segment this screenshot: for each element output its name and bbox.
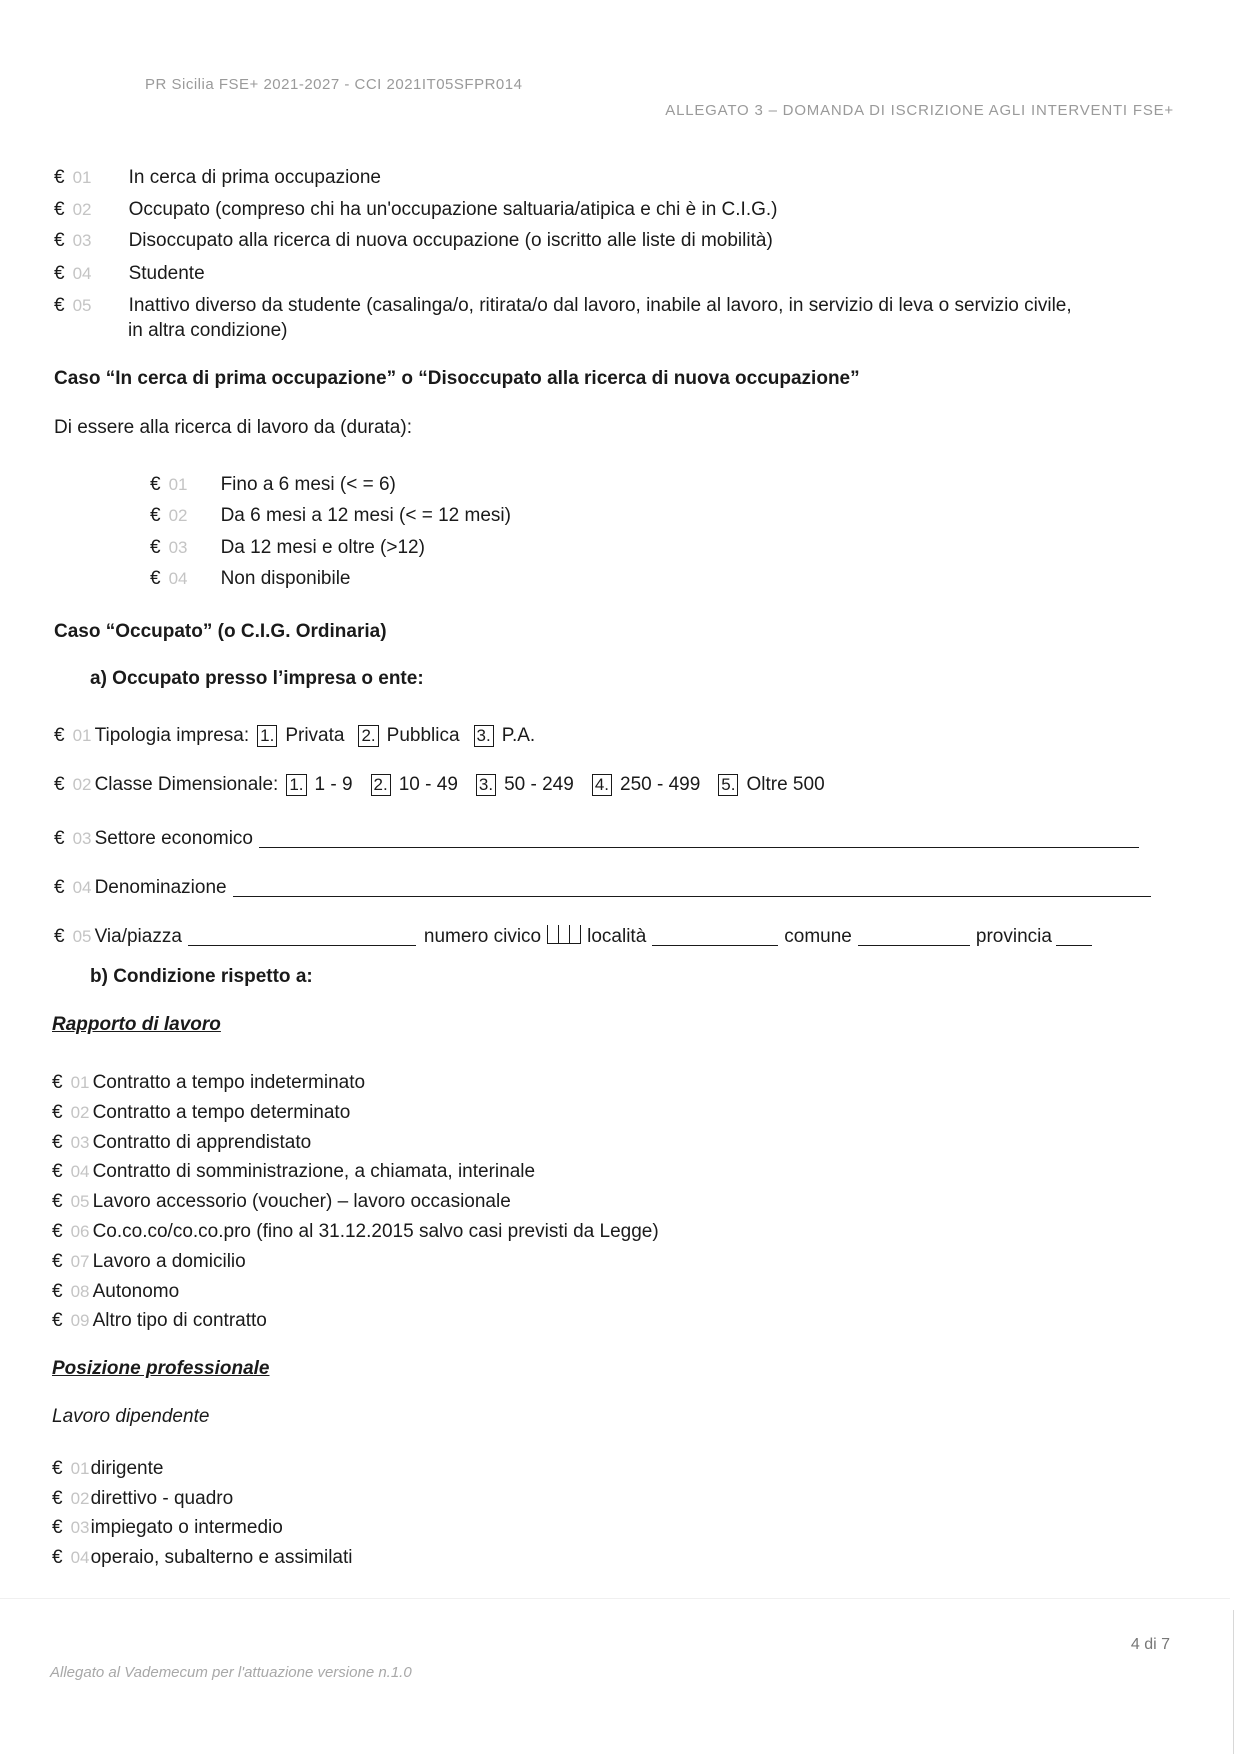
- sub-heading-b: b) Condizione rispetto a:: [90, 966, 313, 987]
- option-label: Disoccupato alla ricerca di nuova occupazione (o iscritto alle liste di mobilità): [128, 230, 773, 251]
- option-label: Fino a 6 mesi (< = 6): [220, 474, 396, 495]
- civico-digit-3[interactable]: [569, 925, 581, 944]
- checkbox-symbol[interactable]: €: [52, 1221, 63, 1242]
- option-label: Contratto a tempo determinato: [92, 1102, 351, 1123]
- classe-box-3[interactable]: 3.: [476, 774, 496, 796]
- checkbox-symbol[interactable]: €: [54, 926, 65, 947]
- classe-box-1[interactable]: 1.: [286, 774, 306, 796]
- tipologia-box-3[interactable]: 3.: [474, 725, 494, 747]
- classe-1-9: 1 - 9: [314, 774, 353, 795]
- civico-digit-2[interactable]: [558, 925, 569, 944]
- settore-economico-row[interactable]: [54, 827, 1139, 851]
- option-label: Da 12 mesi e oltre (>12): [220, 537, 425, 558]
- tipologia-box-2[interactable]: 2.: [358, 725, 378, 747]
- option-code: 01: [72, 168, 92, 187]
- option-code: 04: [70, 1548, 90, 1567]
- classe-box-2[interactable]: 2.: [371, 774, 391, 796]
- header-program: PR Sicilia FSE+ 2021-2027 - CCI 2021IT05SFPR014: [145, 76, 523, 93]
- checkbox-symbol[interactable]: €: [54, 263, 65, 284]
- tipologia-pubblica: Pubblica: [386, 725, 460, 746]
- condition-option-01[interactable]: [54, 166, 381, 190]
- checkbox-symbol[interactable]: €: [52, 1072, 63, 1093]
- checkbox-symbol[interactable]: €: [54, 828, 65, 849]
- option-code: 01: [70, 1073, 90, 1092]
- option-code: 02: [72, 775, 92, 794]
- option-code: 08: [70, 1282, 90, 1301]
- rapporto-option-06[interactable]: [52, 1220, 659, 1244]
- footer-divider: [0, 1598, 1230, 1599]
- option-code: 09: [70, 1311, 90, 1330]
- rapporto-option-07[interactable]: [52, 1250, 246, 1274]
- classe-50-249: 50 - 249: [504, 774, 574, 795]
- posizione-option-03[interactable]: [52, 1516, 283, 1540]
- tipologia-impresa-row[interactable]: [54, 724, 549, 748]
- condition-option-04[interactable]: [54, 262, 205, 286]
- option-code: 02: [168, 506, 188, 525]
- option-code: 03: [72, 829, 92, 848]
- classe-10-49: 10 - 49: [398, 774, 458, 795]
- option-label: Da 6 mesi a 12 mesi (< = 12 mesi): [220, 505, 511, 526]
- via-input-line[interactable]: [188, 925, 416, 946]
- option-label: Co.co.co/co.co.pro (fino al 31.12.2015 salvo casi previsti da Legge): [92, 1221, 659, 1242]
- classe-box-4[interactable]: 4.: [592, 774, 612, 796]
- provincia-label: provincia: [975, 926, 1052, 947]
- option-code: 07: [70, 1252, 90, 1271]
- option-label: In cerca di prima occupazione: [128, 167, 381, 188]
- option-label: Occupato (compreso chi ha un'occupazione saltuaria/atipica e chi è in C.I.G.): [128, 199, 778, 220]
- option-code: 05: [70, 1192, 90, 1211]
- checkbox-symbol[interactable]: €: [52, 1102, 63, 1123]
- classe-250-499: 250 - 499: [620, 774, 701, 795]
- option-code: 03: [168, 538, 188, 557]
- option-label-continued: in altra condizione): [128, 320, 288, 341]
- option-code: 02: [70, 1103, 90, 1122]
- option-label: Autonomo: [92, 1281, 180, 1302]
- checkbox-symbol[interactable]: €: [52, 1281, 63, 1302]
- checkbox-symbol[interactable]: €: [150, 568, 161, 589]
- localita-label: località: [587, 926, 647, 947]
- sub-heading-a: a) Occupato presso l’impresa o ente:: [90, 668, 424, 689]
- checkbox-symbol[interactable]: €: [52, 1458, 63, 1479]
- posizione-option-02[interactable]: [52, 1487, 233, 1511]
- posizione-title: Posizione professionale: [52, 1358, 270, 1379]
- classe-label: Classe Dimensionale:: [94, 774, 279, 795]
- civico-digit-1[interactable]: [547, 925, 558, 944]
- checkbox-symbol[interactable]: €: [52, 1161, 63, 1182]
- classe-box-5[interactable]: 5.: [718, 774, 738, 796]
- option-code: 03: [70, 1518, 90, 1537]
- checkbox-symbol[interactable]: €: [150, 537, 161, 558]
- checkbox-symbol[interactable]: €: [54, 199, 65, 220]
- checkbox-symbol[interactable]: €: [54, 167, 65, 188]
- rapporto-option-01[interactable]: [52, 1071, 365, 1095]
- checkbox-symbol[interactable]: €: [54, 230, 65, 251]
- scan-edge: [1233, 1610, 1234, 1754]
- option-label: Lavoro accessorio (voucher) – lavoro occasionale: [92, 1191, 511, 1212]
- tipologia-label: Tipologia impresa:: [94, 725, 250, 746]
- checkbox-symbol[interactable]: €: [54, 877, 65, 898]
- durata-intro: Di essere alla ricerca di lavoro da (durata):: [54, 417, 412, 438]
- comune-label: comune: [784, 926, 852, 947]
- rapporto-option-05[interactable]: [52, 1190, 511, 1214]
- lavoro-dipendente-subtitle: Lavoro dipendente: [52, 1406, 210, 1427]
- page-number: 4 di 7: [1130, 1636, 1170, 1653]
- rapporto-option-04[interactable]: [52, 1160, 535, 1184]
- option-label: operaio, subalterno e assimilati: [90, 1547, 353, 1568]
- checkbox-symbol[interactable]: €: [52, 1251, 63, 1272]
- option-code: 05: [72, 296, 92, 315]
- durata-option-01[interactable]: [150, 473, 396, 497]
- rapporto-option-08[interactable]: [52, 1280, 179, 1304]
- condition-option-03[interactable]: [54, 229, 773, 253]
- settore-input-line[interactable]: [259, 827, 1139, 848]
- option-code: 04: [72, 264, 92, 283]
- durata-option-02[interactable]: [150, 504, 511, 528]
- option-code: 01: [70, 1459, 90, 1478]
- classe-dimensionale-row[interactable]: [54, 773, 839, 797]
- option-code: 04: [70, 1162, 90, 1181]
- option-label: Inattivo diverso da studente (casalinga/o, ritirata/o dal lavoro, inabile al lavoro, in servizio di leva o servizio civile,: [128, 295, 1072, 316]
- option-code: 04: [168, 569, 188, 588]
- option-label: Studente: [128, 263, 205, 284]
- denominazione-row[interactable]: [54, 876, 1151, 900]
- posizione-option-04[interactable]: [52, 1546, 353, 1570]
- condition-option-02[interactable]: [54, 198, 777, 222]
- checkbox-symbol[interactable]: €: [52, 1191, 63, 1212]
- option-code: 05: [72, 927, 92, 946]
- checkbox-symbol[interactable]: €: [54, 725, 65, 746]
- provincia-input-line[interactable]: [1056, 925, 1092, 946]
- option-label: impiegato o intermedio: [90, 1517, 283, 1538]
- classe-oltre-500: Oltre 500: [746, 774, 825, 795]
- durata-option-04[interactable]: [150, 567, 351, 591]
- footer-note: Allegato al Vademecum per l'attuazione versione n.1.0: [50, 1664, 412, 1681]
- checkbox-symbol[interactable]: €: [52, 1517, 63, 1538]
- option-code: 01: [72, 726, 92, 745]
- header-annex-title: ALLEGATO 3 – DOMANDA DI ISCRIZIONE AGLI INTERVENTI FSE+: [665, 102, 1174, 119]
- option-code: 03: [70, 1133, 90, 1152]
- option-label: Contratto a tempo indeterminato: [92, 1072, 366, 1093]
- condition-option-05[interactable]: [54, 294, 1072, 318]
- checkbox-symbol[interactable]: €: [52, 1310, 63, 1331]
- denominazione-input-line[interactable]: [233, 876, 1151, 897]
- settore-label: Settore economico: [94, 828, 253, 849]
- option-code: 03: [72, 231, 92, 250]
- option-code: 04: [72, 878, 92, 897]
- checkbox-symbol[interactable]: €: [54, 774, 65, 795]
- caso-disoccupato-heading: Caso “In cerca di prima occupazione” o “Disoccupato alla ricerca di nuova occupazione”: [54, 368, 860, 389]
- option-code: 02: [72, 200, 92, 219]
- option-label: direttivo - quadro: [90, 1488, 234, 1509]
- posizione-option-01[interactable]: [52, 1457, 163, 1481]
- caso-occupato-heading: Caso “Occupato” (o C.I.G. Ordinaria): [54, 621, 387, 642]
- checkbox-symbol[interactable]: €: [54, 295, 65, 316]
- via-label: Via/piazza: [94, 926, 182, 947]
- option-label: Contratto di somministrazione, a chiamata, interinale: [92, 1161, 536, 1182]
- checkbox-symbol[interactable]: €: [52, 1132, 63, 1153]
- civico-label: numero civico: [423, 926, 542, 947]
- rapporto-title: Rapporto di lavoro: [52, 1014, 221, 1035]
- denominazione-label: Denominazione: [94, 877, 227, 898]
- option-label: Altro tipo di contratto: [92, 1310, 267, 1331]
- checkbox-symbol[interactable]: €: [150, 474, 161, 495]
- option-label: dirigente: [90, 1458, 164, 1479]
- checkbox-symbol[interactable]: €: [52, 1547, 63, 1568]
- localita-input-line[interactable]: [652, 925, 778, 946]
- option-label: Lavoro a domicilio: [92, 1251, 246, 1272]
- option-label: Contratto di apprendistato: [92, 1132, 312, 1153]
- indirizzo-row[interactable]: [54, 925, 1092, 949]
- option-label: Non disponibile: [220, 568, 351, 589]
- tipologia-privata: Privata: [285, 725, 345, 746]
- comune-input-line[interactable]: [858, 925, 970, 946]
- option-code: 06: [70, 1222, 90, 1241]
- checkbox-symbol[interactable]: €: [150, 505, 161, 526]
- tipologia-box-1[interactable]: 1.: [257, 725, 277, 747]
- tipologia-pa: P.A.: [501, 725, 536, 746]
- rapporto-option-02[interactable]: [52, 1101, 350, 1125]
- durata-option-03[interactable]: [150, 536, 425, 560]
- option-code: 01: [168, 475, 188, 494]
- rapporto-option-03[interactable]: [52, 1131, 311, 1155]
- checkbox-symbol[interactable]: €: [52, 1488, 63, 1509]
- rapporto-option-09[interactable]: [52, 1309, 267, 1333]
- option-code: 02: [70, 1489, 90, 1508]
